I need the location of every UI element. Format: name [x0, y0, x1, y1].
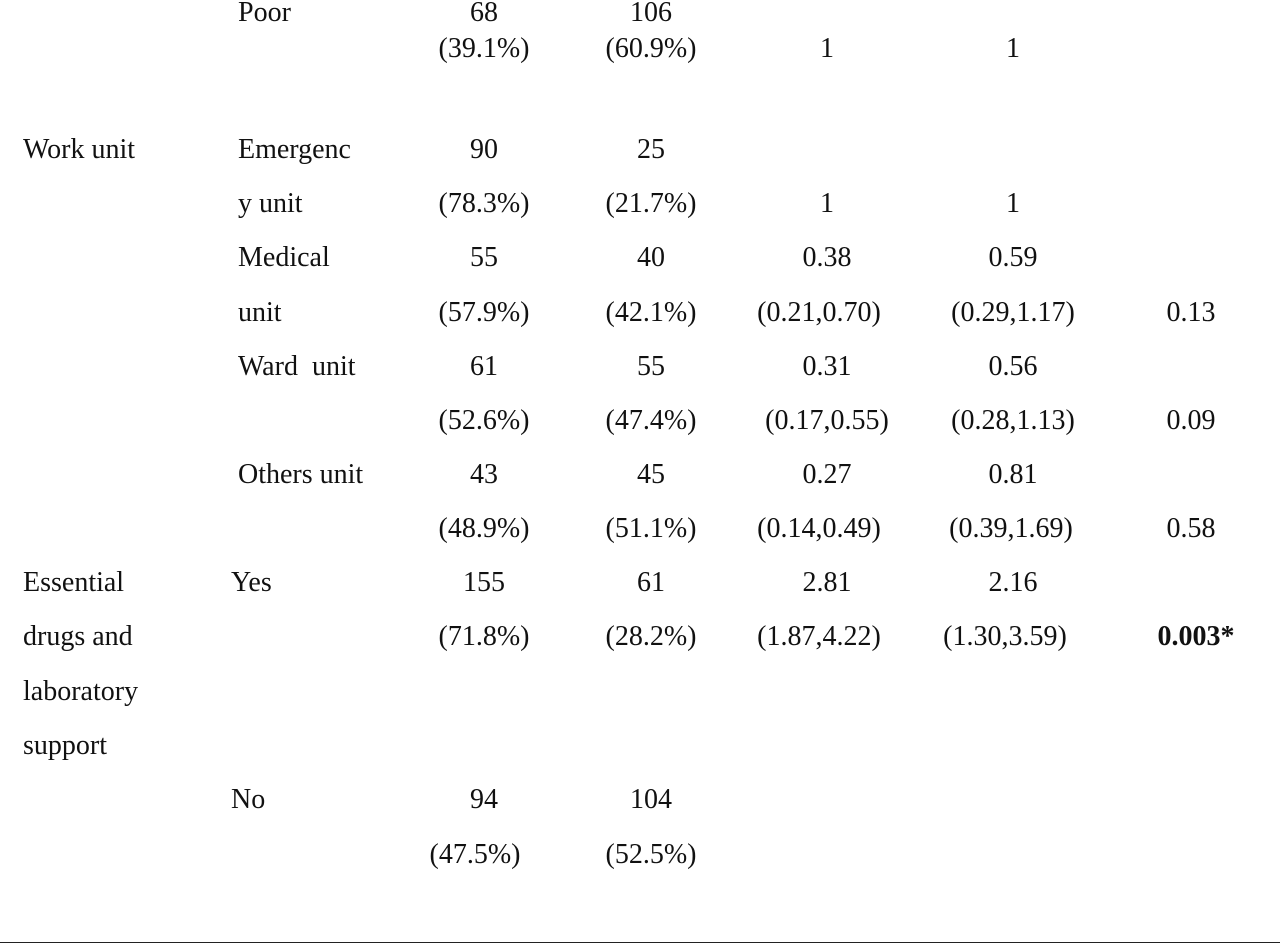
cor-cell: 0.27 — [802, 459, 852, 490]
count-cell: 90 — [470, 134, 498, 165]
aor-cell: 0.56 — [988, 351, 1038, 382]
cor-cell: 2.81 — [802, 567, 852, 598]
count-cell: 55 — [637, 351, 665, 382]
category-cell: Poor — [238, 0, 291, 28]
category-cell: Medical — [238, 242, 330, 273]
variable-cell: Essential — [23, 567, 125, 598]
category-cell: Emergenc — [238, 134, 351, 165]
variable-cell-cont: support — [23, 730, 107, 761]
aor-ci-cell: (0.29,1.17) — [951, 297, 1075, 328]
percent-cell: (60.9%) — [605, 33, 697, 64]
percent-cell: (57.9%) — [438, 297, 530, 328]
category-cell: Others unit — [238, 459, 364, 490]
percent-cell: (42.1%) — [605, 297, 697, 328]
aor-cell: 2.16 — [988, 567, 1038, 598]
aor-cell: 1 — [1006, 33, 1020, 64]
aor-cell: 1 — [1006, 188, 1020, 219]
count-cell: 40 — [637, 242, 665, 273]
percent-cell: (51.1%) — [605, 513, 697, 544]
count-cell: 106 — [630, 0, 672, 28]
count-cell: 43 — [470, 459, 498, 490]
cor-cell: 1 — [820, 33, 834, 64]
cor-ci-cell: (0.14,0.49) — [757, 513, 881, 544]
variable-cell: Work unit — [23, 134, 136, 165]
aor-ci-cell: (0.28,1.13) — [951, 405, 1075, 436]
category-cell: Yes — [231, 567, 272, 598]
aor-cell: 0.59 — [988, 242, 1038, 273]
count-cell: 94 — [470, 784, 498, 815]
count-cell: 61 — [637, 567, 665, 598]
aor-ci-cell: (0.39,1.69) — [949, 513, 1073, 544]
p-value-cell: 0.58 — [1166, 513, 1216, 544]
percent-cell: (39.1%) — [438, 33, 530, 64]
count-cell: 55 — [470, 242, 498, 273]
cor-cell: 1 — [820, 188, 834, 219]
percent-cell: (47.4%) — [605, 405, 697, 436]
count-cell: 25 — [637, 134, 665, 165]
count-cell: 68 — [470, 0, 498, 28]
p-value-cell-significant: 0.003* — [1157, 621, 1235, 652]
cor-ci-cell: (0.17,0.55) — [765, 405, 889, 436]
percent-cell: (71.8%) — [438, 621, 530, 652]
count-cell: 104 — [630, 784, 672, 815]
aor-ci-cell: (1.30,3.59) — [943, 621, 1067, 652]
percent-cell: (28.2%) — [605, 621, 697, 652]
cor-cell: 0.38 — [802, 242, 852, 273]
cor-cell: 0.31 — [802, 351, 852, 382]
percent-cell: (48.9%) — [438, 513, 530, 544]
variable-cell-cont: laboratory — [23, 676, 139, 707]
variable-cell-cont: drugs and — [23, 621, 133, 652]
percent-cell: (52.6%) — [438, 405, 530, 436]
category-cell: No — [231, 784, 266, 815]
percent-cell: (52.5%) — [605, 839, 697, 870]
category-cell: Ward unit — [238, 351, 356, 382]
category-cell-cont: y unit — [238, 188, 303, 219]
p-value-cell: 0.09 — [1166, 405, 1216, 436]
percent-cell: (47.5%) — [429, 839, 521, 870]
count-cell: 45 — [637, 459, 665, 490]
percent-cell: (78.3%) — [438, 188, 530, 219]
percent-cell: (21.7%) — [605, 188, 697, 219]
category-cell-cont: unit — [238, 297, 282, 328]
count-cell: 61 — [470, 351, 498, 382]
cor-ci-cell: (0.21,0.70) — [757, 297, 881, 328]
count-cell: 155 — [463, 567, 505, 598]
cor-ci-cell: (1.87,4.22) — [757, 621, 881, 652]
aor-cell: 0.81 — [988, 459, 1038, 490]
table-bottom-rule — [0, 942, 1280, 943]
p-value-cell: 0.13 — [1166, 297, 1216, 328]
